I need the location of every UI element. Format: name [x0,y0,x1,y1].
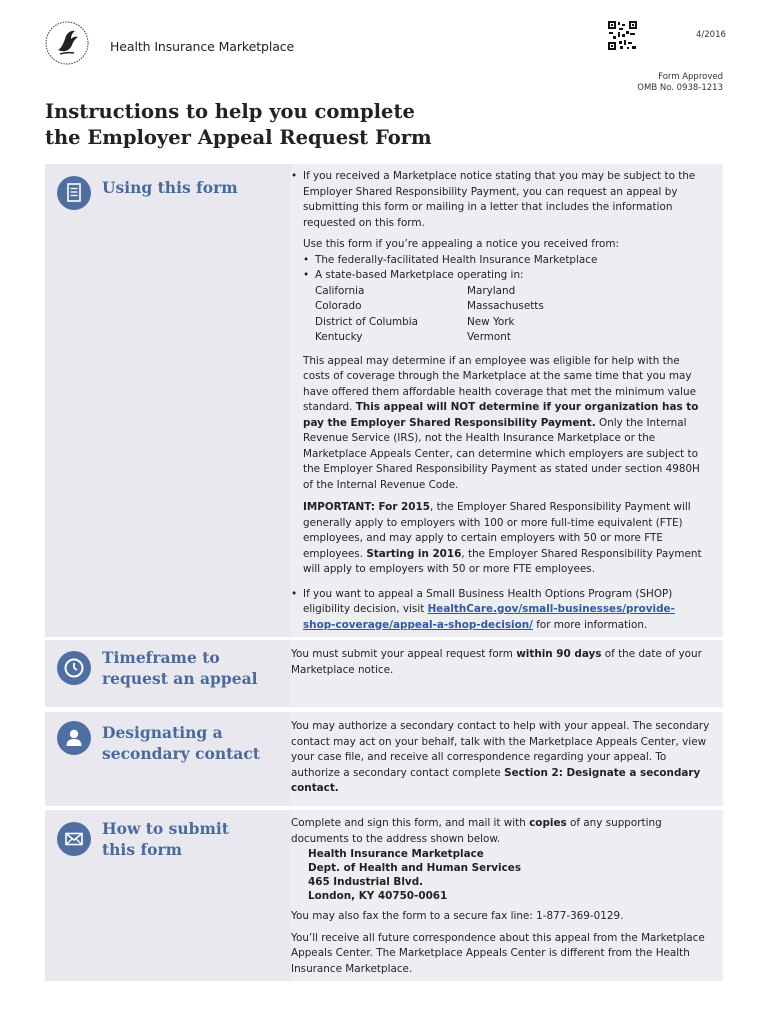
bold-span: Starting in 2016 [366,547,462,560]
text-span: of any supporting documents to the address shown below. [291,817,662,845]
bold-span: copies [529,817,567,829]
section-how-to-submit [45,810,723,981]
address-line: 465 Industrial Blvd. [308,876,424,888]
address-line: Dept. of Health and Human Services [308,862,522,874]
text-span: Only the Internal Revenue Service (IRS), not the Health Insurance Marketplace or the Marketplace Appeals Center, can determine which employers are subject to the Employer Shared Responsibility Payment as stated under section 4980H of the Internal Revenue Code. [303,416,700,491]
appeal-scope-paragraph [303,354,707,494]
title-line: How to submit [102,819,229,838]
title-line: Timeframe to [102,648,220,667]
section-secondary-contact [45,712,723,806]
text-span: , the Employer Shared Responsibility Payment will apply to employers with 50 or more FTE employees. [303,547,702,575]
qr-code-icon [608,21,637,50]
state-item: California [315,284,365,297]
bullet-federal: • The federally-facilitated Health Insurance Marketplace [303,253,707,269]
brand-suffix: Marketplace [218,39,295,54]
section-title [102,722,260,764]
section-content [291,712,723,806]
bullet-notice: • If you received a Marketplace notice stating that you may be subject to the Employer Shared Responsibility Payment, you can request an appeal by submitting this form or mailing in a letter that includes the information requested on this form. [291,169,707,231]
title-line: secondary contact [102,744,260,763]
address-line: Health Insurance Marketplace [308,848,484,860]
shop-appeal-link[interactable]: HealthCare.gov/small-businesses/provide-shop-coverage/appeal-a-shop-decision/ [303,603,675,631]
timeframe-text [291,647,711,678]
text-span: If you want to appeal a Small Business Health Options Program (SHOP) eligibility decision, visit [303,587,673,615]
state-item: Colorado [315,300,362,312]
envelope-icon [57,822,91,856]
using-body [291,169,707,633]
document-icon [57,176,91,210]
fax-info: You may also fax the form to a secure fax line: 1-877-369-0129. [291,910,624,922]
section-heading-col [45,712,282,806]
mailing-address [308,847,711,903]
submit-body [291,816,711,977]
brand-name [110,39,294,54]
hhs-logo [44,20,90,66]
title-line: this form [102,840,183,859]
text-span: , the Employer Shared Responsibility Payment will generally apply to employers with 100 or more full-time equivalent (FTE) employees, and may apply to certain employers with 50 or more FTE employees. [303,501,691,560]
title-line-1: Instructions to help you complete [45,100,415,123]
address-line: London, KY 40750-0061 [308,890,448,902]
submit-instructions [291,816,711,847]
state-item: Vermont [467,331,511,343]
section-title: Using this form [102,178,238,197]
omb-number: OMB No. 0938-1213 [637,83,723,93]
section-title [102,818,229,860]
approval-label: Form Approved [658,72,723,82]
bullet-shop [291,587,707,634]
important-paragraph [303,500,707,578]
person-icon [57,721,91,755]
bold-span: within 90 days [516,648,602,660]
page-title [45,99,432,151]
form-date: 4/2016 [696,30,726,40]
text-span: of the date of your Marketplace notice. [291,648,702,676]
clock-icon [57,651,91,685]
title-line: request an appeal [102,669,258,688]
section-timeframe [45,640,723,707]
section-using-form [45,164,723,637]
bullet-state: • A state-based Marketplace operating in: [303,268,707,284]
state-list [315,284,707,346]
section-title [102,647,258,689]
state-item: Kentucky [315,331,363,343]
state-item: Maryland [467,284,516,297]
title-line-2: the Employer Appeal Request Form [45,126,432,149]
section-heading-col [45,164,282,637]
state-item: District of Columbia [315,315,418,328]
section-heading-col [45,640,282,707]
timeframe-body [291,647,711,678]
text-span: for more information. [532,618,648,631]
intro-text: Use this form if you’re appealing a notice you received from: [303,238,619,250]
bold-span: Section 2: Designate a secondary contact. [291,766,701,794]
brand-prefix: Health Insurance [110,39,219,54]
bold-span: This appeal will NOT determine if your organization has to pay the Employer Shared Responsibility Payment. [303,401,699,429]
text-span: This appeal may determine if an employee was eligible for help with the costs of coverage through the Marketplace at the same time that you may have offered them affordable health coverage that met the minimum value standard. [303,354,697,413]
notice-sources [303,237,707,578]
state-col-right [467,284,617,346]
designate-text [291,719,711,797]
state-item: New York [467,315,515,328]
title-line: Designating a [102,723,223,742]
text-span: You may authorize a secondary contact to help with your appeal. The secondary contact may act on your behalf, talk with the Marketplace Appeals Center, view your case file, and receive all correspondence regarding your appeal. To authorize a secondary contact complete [291,720,710,779]
section-content [291,810,723,981]
state-item: Massachusetts [467,300,544,312]
section-content [291,640,723,707]
section-heading-col [45,810,282,981]
text-span: You must submit your appeal request form [291,648,517,660]
state-col-left [315,284,467,346]
correspondence-note: You’ll receive all future correspondence about this appeal from the Marketplace Appeals Center. The Marketplace Appeals Center is different from the Health Insurance Marketplace. [291,931,705,975]
text-span: Complete and sign this form, and mail it with [291,817,530,829]
designate-body [291,719,711,797]
bold-span: IMPORTANT: For 2015 [303,501,430,513]
form-approval [637,72,723,94]
section-content [291,164,723,637]
